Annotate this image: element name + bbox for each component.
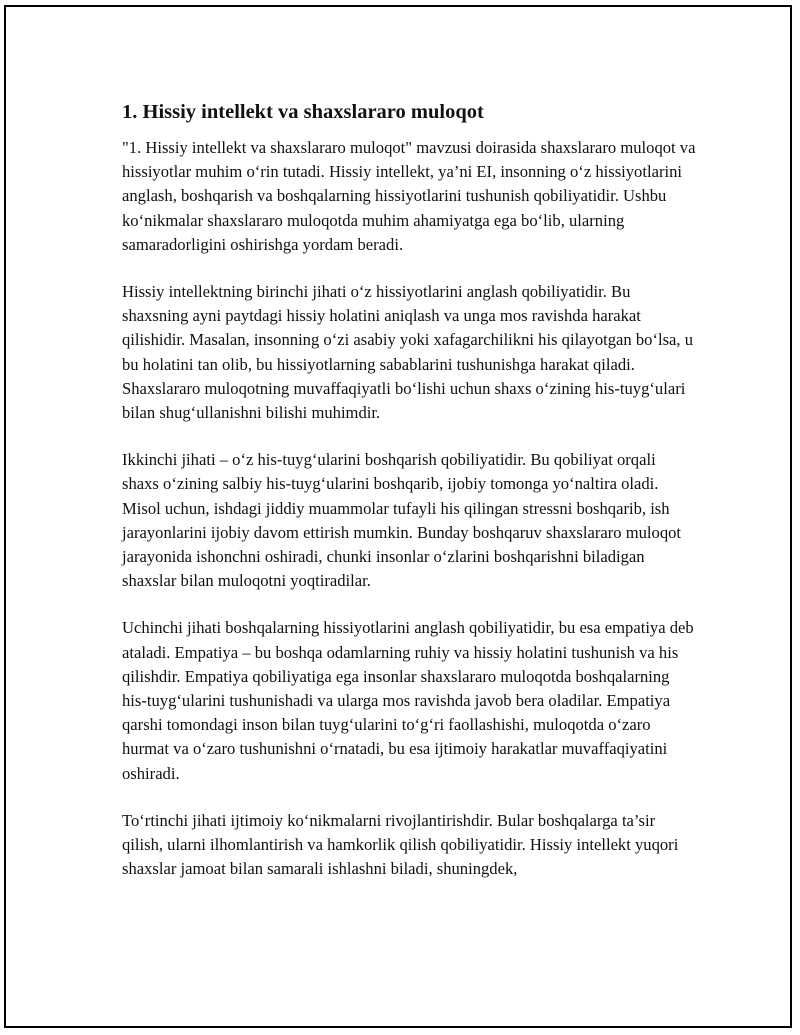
document-body xyxy=(122,98,696,904)
paragraph-second-aspect: Ikkinchi jihati – o‘z his-tuyg‘ularini boshqarish qobiliyatidir. Bu qobiliyat orqali shaxs o‘zining salbiy his-tuyg‘ularini boshqarib, ijobiy tomonga yo‘naltira oladi. Misol uchun, ishdagi jiddiy muammolar tufayli his qilingan stressni boshqarib, ish jarayonlarini ijobiy davom ettirish mumkin. Bunday boshqaruv shaxslararo muloqot jarayonida ishonchni oshiradi, chunki insonlar o‘zlarini boshqarishni biladigan shaxslar bilan muloqotni yoqtiradilar. xyxy=(122,450,682,591)
document-title: 1. Hissiy intellekt va shaxslararo muloqot xyxy=(122,101,484,123)
paragraph-third-aspect: Uchinchi jihati boshqalarning hissiyotlarini anglash qobiliyatidir, bu esa empatiya deb ataladi. Empatiya – bu boshqa odamlarning ruhiy va hissiy holatini tushunish va his qilishdir. Empatiya qobiliyatiga ega insonlar shaxslararo muloqotda boshqalarning his-tuyg‘ularini tushunishadi va ularga mos ravishda javob bera oladilar. Empatiya qarshi tomondagi inson bilan tuyg‘ularini to‘g‘ri faollashishi, muloqotda o‘zaro hurmat va o‘zaro tushunishni o‘rnatadi, bu esa ijtimoiy harakatlar muvaffaqiyatini oshiradi. xyxy=(122,618,694,783)
paragraph-first-aspect: Hissiy intellektning birinchi jihati o‘z hissiyotlarini anglash qobiliyatidir. Bu shaxsning ayni paytdagi hissiy holatini aniqlash va unga mos ravishda harakat qilishidir. Masalan, insonning o‘zi asabiy yoki xafagarchilikni his qilayotgan bo‘lsa, u bu holatini tan olib, bu hissiyotlarning sabablarini tushunishga harakat qiladi. Shaxslararo muloqotning muvaffaqiyatli bo‘lishi uchun shaxs o‘zining his-tuyg‘ulari bilan shug‘ullanishni bilishi muhimdir. xyxy=(122,282,694,423)
document-page xyxy=(4,5,792,1028)
paragraph-intro: "1. Hissiy intellekt va shaxslararo muloqot" mavzusi doirasida shaxslararo muloqot va hissiyotlar muhim o‘rin tutadi. Hissiy intellekt, ya’ni EI, insonning o‘z hissiyotlarini anglash, boshqarish va boshqalarning hissiyotlarini tushunish qobiliyatidir. Ushbu ko‘nikmalar shaxslararo muloqotda muhim ahamiyatga ega bo‘lib, ularning samaradorligini oshirishga yordam beradi. xyxy=(122,138,696,254)
paragraph-fourth-aspect: To‘rtinchi jihati ijtimoiy ko‘nikmalarni rivojlantirishdir. Bular boshqalarga ta’sir qilish, ularni ilhomlantirish va hamkorlik qilish qobiliyatidir. Hissiy intellekt yuqori shaxslar jamoat bilan samarali ishlashni biladi, shuningdek, xyxy=(122,810,679,879)
